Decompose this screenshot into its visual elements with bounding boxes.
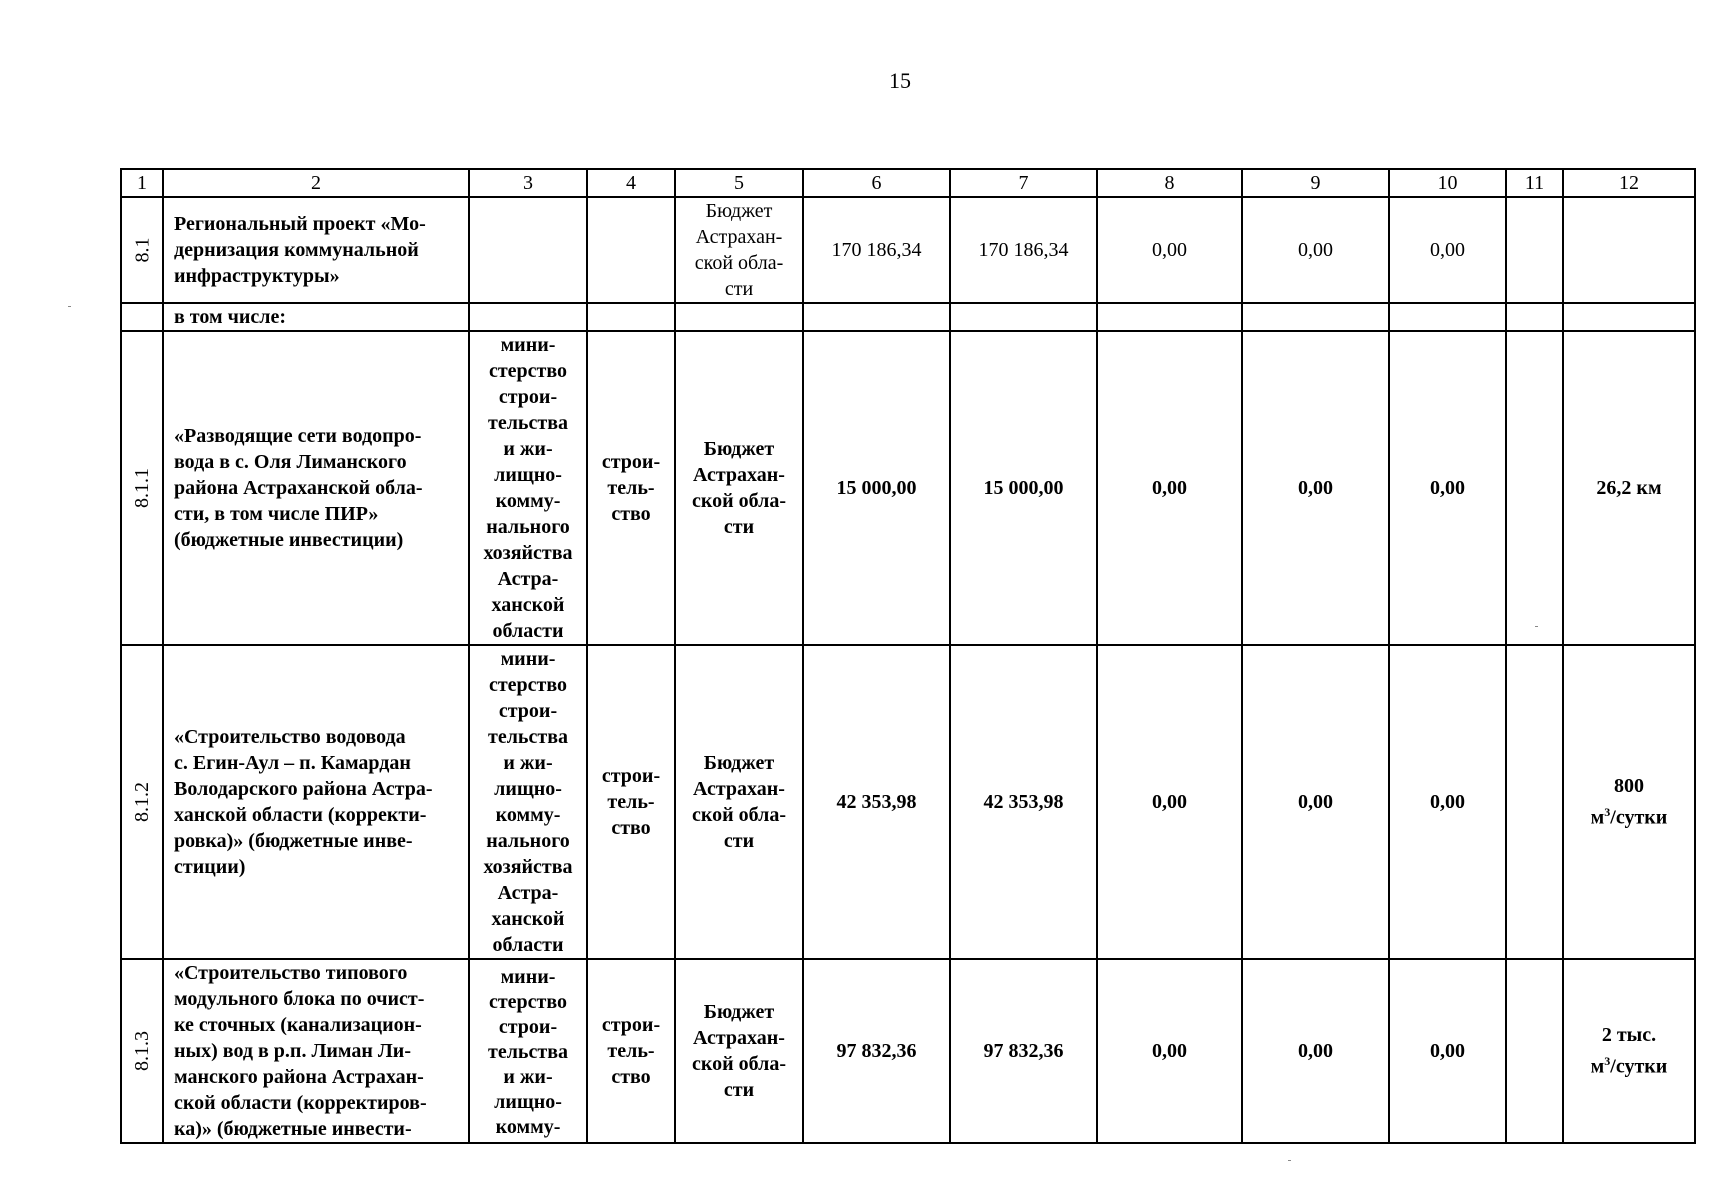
empty-cell bbox=[1506, 303, 1563, 331]
name-cell bbox=[163, 645, 469, 959]
value-cell bbox=[1506, 959, 1563, 1143]
value-cell: 0,00 bbox=[1097, 959, 1242, 1143]
funding-source: Бюджет Астрахан- ской обла- сти bbox=[691, 752, 787, 852]
table-row bbox=[121, 303, 1695, 331]
row-number-cell bbox=[121, 331, 163, 645]
result-value: 2 тыс. bbox=[1601, 1024, 1657, 1047]
value-cell: 97 832,36 bbox=[803, 959, 950, 1143]
empty-cell bbox=[1389, 303, 1506, 331]
source-cell bbox=[675, 197, 803, 303]
funding-source: Бюджет Астрахан- ской обла- сти bbox=[694, 200, 784, 300]
project-name: Региональный проект «Мо- дернизация коммунальной инфраструктуры» bbox=[174, 213, 426, 287]
header-cell: 12 bbox=[1563, 169, 1695, 197]
value-cell: 0,00 bbox=[1389, 645, 1506, 959]
executor: мини- стерство строи- тельства и жи- лищно- комму- нального хозяйства Астра- ханской области bbox=[483, 334, 573, 642]
funding-source: Бюджет Астрахан- ской обла- сти bbox=[691, 438, 787, 538]
work-type: строи- тель- ство bbox=[601, 765, 661, 839]
value-cell: 0,00 bbox=[1097, 197, 1242, 303]
page-number: 15 bbox=[889, 68, 911, 93]
scan-speck bbox=[1288, 1160, 1291, 1161]
value-cell: 170 186,34 bbox=[950, 197, 1097, 303]
header-cell: 3 bbox=[469, 169, 587, 197]
scan-speck bbox=[68, 306, 71, 307]
type-cell bbox=[587, 197, 675, 303]
value-cell: 0,00 bbox=[1097, 331, 1242, 645]
row-number-cell bbox=[121, 197, 163, 303]
value-cell: 0,00 bbox=[1242, 331, 1389, 645]
project-name: «Разводящие сети водопро- вода в с. Оля Лиманского района Астраханской обла- сти, в том числе ПИР» (бюджетные инвестиции) bbox=[174, 425, 423, 551]
value-cell: 0,00 bbox=[1389, 197, 1506, 303]
project-name: «Строительство типового модульного блока по очист- ке сточных (канализацион- ных) вод в р.п. Лиман Ли- манского района Астрахан- ской области (корректиров- ка)» (бюджетные инвести- bbox=[174, 962, 427, 1140]
header-cell: 1 bbox=[121, 169, 163, 197]
header-row bbox=[121, 169, 1695, 197]
value-cell bbox=[1506, 331, 1563, 645]
header-cell: 2 bbox=[163, 169, 469, 197]
type-cell bbox=[587, 331, 675, 645]
result-cell: 26,2 км bbox=[1563, 331, 1695, 645]
result-unit: $м^3$/сутки bbox=[1590, 1054, 1668, 1078]
name-cell bbox=[163, 959, 469, 1143]
executor-cell bbox=[469, 197, 587, 303]
header-cell: 4 bbox=[587, 169, 675, 197]
table-row bbox=[121, 331, 1695, 645]
source-cell bbox=[675, 645, 803, 959]
table-row bbox=[121, 959, 1695, 1143]
value-cell: 15 000,00 bbox=[803, 331, 950, 645]
value-cell: 0,00 bbox=[1242, 645, 1389, 959]
empty-cell bbox=[587, 303, 675, 331]
empty-cell bbox=[1097, 303, 1242, 331]
table-row bbox=[121, 645, 1695, 959]
empty-cell bbox=[469, 303, 587, 331]
value-cell: 0,00 bbox=[1097, 645, 1242, 959]
subheading-cell: в том числе: bbox=[163, 303, 469, 331]
empty-cell bbox=[803, 303, 950, 331]
header-cell: 5 bbox=[675, 169, 803, 197]
value-cell: 0,00 bbox=[1242, 959, 1389, 1143]
header-cell: 9 bbox=[1242, 169, 1389, 197]
result-cell bbox=[1563, 959, 1695, 1143]
value-cell bbox=[1506, 197, 1563, 303]
result-unit: $м^3$/сутки bbox=[1590, 805, 1668, 829]
header-cell: 10 bbox=[1389, 169, 1506, 197]
value-cell: 42 353,98 bbox=[803, 645, 950, 959]
value-cell: 42 353,98 bbox=[950, 645, 1097, 959]
work-type: строи- тель- ство bbox=[601, 451, 661, 525]
value-cell: 0,00 bbox=[1389, 959, 1506, 1143]
header-cell: 8 bbox=[1097, 169, 1242, 197]
empty-cell bbox=[1563, 303, 1695, 331]
type-cell bbox=[587, 959, 675, 1143]
value-cell: 15 000,00 bbox=[950, 331, 1097, 645]
scan-speck bbox=[1535, 626, 1538, 627]
project-name: «Строительство водовода с. Егин-Аул – п. Камардан Володарского района Астра- ханской области (корректи- ровка)» (бюджетные инве- стиции) bbox=[174, 726, 433, 878]
row-number-cell bbox=[121, 959, 163, 1143]
result-cell bbox=[1563, 645, 1695, 959]
row-number: 8.1 bbox=[131, 237, 153, 263]
name-cell bbox=[163, 331, 469, 645]
row-number: 8.1.3 bbox=[131, 1031, 153, 1071]
result-value: 800 bbox=[1614, 775, 1644, 798]
value-cell: 0,00 bbox=[1242, 197, 1389, 303]
result-cell bbox=[1563, 197, 1695, 303]
executor: мини- стерство строи- тельства и жи- лищно- комму- нального хозяйства Астра- ханской области bbox=[483, 648, 573, 956]
value-cell: 97 832,36 bbox=[950, 959, 1097, 1143]
empty-cell bbox=[1242, 303, 1389, 331]
funding-source: Бюджет Астрахан- ской обла- сти bbox=[691, 1001, 787, 1101]
program-table bbox=[120, 168, 1696, 1144]
empty-cell bbox=[675, 303, 803, 331]
value-cell: 170 186,34 bbox=[803, 197, 950, 303]
executor-cell bbox=[469, 331, 587, 645]
table-row bbox=[121, 197, 1695, 303]
executor-cell bbox=[469, 959, 587, 1143]
header-cell: 11 bbox=[1506, 169, 1563, 197]
name-cell bbox=[163, 197, 469, 303]
source-cell bbox=[675, 959, 803, 1143]
work-type: строи- тель- ство bbox=[601, 1014, 661, 1088]
source-cell bbox=[675, 331, 803, 645]
row-number-cell bbox=[121, 645, 163, 959]
executor: мини- стерство строи- тельства и жи- лищно- комму- bbox=[488, 965, 568, 1138]
value-cell: 0,00 bbox=[1389, 331, 1506, 645]
executor-cell bbox=[469, 645, 587, 959]
header-cell: 7 bbox=[950, 169, 1097, 197]
value-cell bbox=[1506, 645, 1563, 959]
row-number-cell bbox=[121, 303, 163, 331]
row-number: 8.1.1 bbox=[131, 468, 153, 508]
header-cell: 6 bbox=[803, 169, 950, 197]
empty-cell bbox=[950, 303, 1097, 331]
row-number: 8.1.2 bbox=[131, 782, 153, 822]
type-cell bbox=[587, 645, 675, 959]
